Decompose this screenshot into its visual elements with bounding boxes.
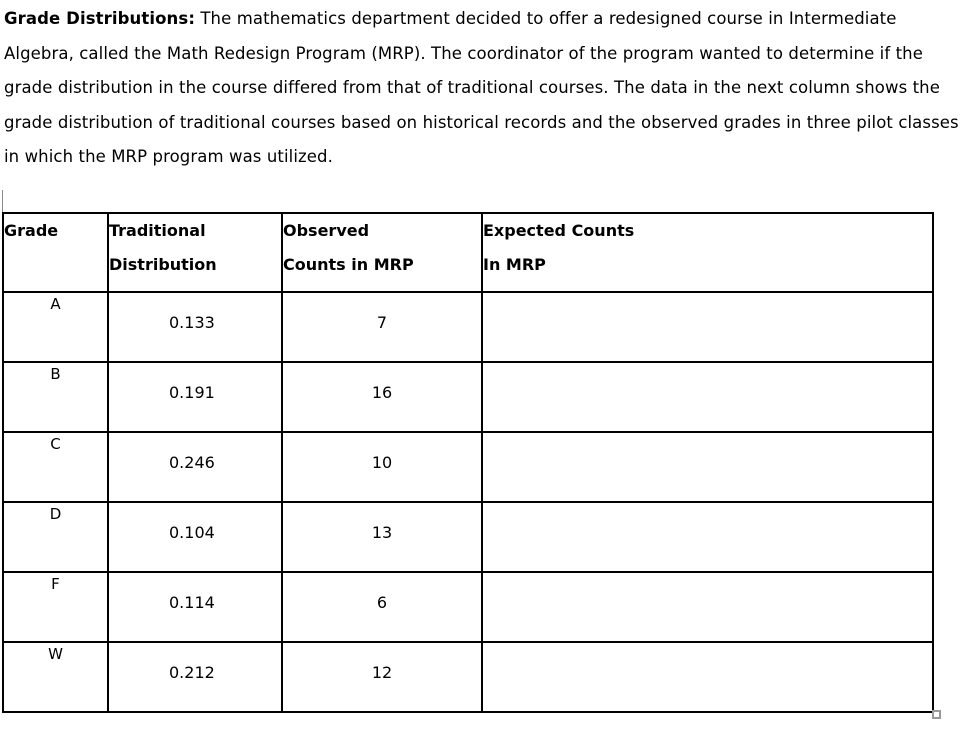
cell-grade (3, 502, 108, 572)
header-observed (282, 213, 482, 292)
traditional-value: 0.212 (169, 663, 215, 682)
intro-lead: Grade Distributions: (4, 9, 196, 28)
grade-distribution-table (2, 212, 934, 713)
table-resize-handle[interactable] (932, 710, 941, 719)
header-observed-line1: Observed (283, 221, 370, 240)
grade-letter: F (51, 575, 60, 593)
header-expected (482, 213, 933, 292)
table-row (3, 502, 933, 572)
cell-grade (3, 572, 108, 642)
intro-paragraph (4, 2, 964, 175)
grade-letter: B (50, 365, 61, 383)
header-observed-line2: Counts in MRP (283, 255, 414, 274)
observed-value: 6 (376, 593, 388, 612)
cell-expected-input[interactable] (482, 642, 933, 712)
observed-value: 10 (371, 453, 393, 472)
cell-grade (3, 642, 108, 712)
traditional-value: 0.114 (169, 593, 215, 612)
cell-traditional (108, 572, 282, 642)
observed-value: 12 (371, 663, 393, 682)
cell-traditional (108, 502, 282, 572)
header-grade-line1: Grade (4, 221, 59, 240)
table-row (3, 572, 933, 642)
text-cursor-marker (2, 190, 3, 212)
observed-value: 13 (371, 523, 393, 542)
cell-grade (3, 292, 108, 362)
grade-letter: A (50, 295, 61, 313)
cell-traditional (108, 362, 282, 432)
header-grade (3, 213, 108, 292)
cell-expected-input[interactable] (482, 502, 933, 572)
cell-observed (282, 642, 482, 712)
header-expected-line1: Expected Counts (483, 221, 635, 240)
cell-observed (282, 362, 482, 432)
header-expected-line2: In MRP (483, 255, 546, 274)
header-traditional-line2: Distribution (109, 255, 217, 274)
observed-value: 7 (376, 313, 388, 332)
cell-expected-input[interactable] (482, 362, 933, 432)
cell-observed (282, 502, 482, 572)
cell-traditional (108, 432, 282, 502)
cell-observed (282, 432, 482, 502)
traditional-value: 0.246 (169, 453, 215, 472)
table-header-row (3, 213, 933, 292)
table-row (3, 642, 933, 712)
cell-traditional (108, 292, 282, 362)
cell-grade (3, 432, 108, 502)
grade-letter: D (49, 505, 62, 523)
cell-expected-input[interactable] (482, 572, 933, 642)
table-row (3, 432, 933, 502)
cell-grade (3, 362, 108, 432)
traditional-value: 0.133 (169, 313, 215, 332)
traditional-value: 0.191 (169, 383, 215, 402)
table-row (3, 362, 933, 432)
traditional-value: 0.104 (169, 523, 215, 542)
cell-observed (282, 292, 482, 362)
header-traditional-line1: Traditional (109, 221, 206, 240)
table-row (3, 292, 933, 362)
cell-traditional (108, 642, 282, 712)
cell-expected-input[interactable] (482, 432, 933, 502)
grade-letter: C (50, 435, 61, 453)
grade-letter: W (48, 645, 63, 663)
cell-expected-input[interactable] (482, 292, 933, 362)
header-traditional (108, 213, 282, 292)
observed-value: 16 (371, 383, 393, 402)
cell-observed (282, 572, 482, 642)
intro-body: The mathematics department decided to offer a redesigned course in Intermediate Algebra, called the Math Redesign Program (MRP). The coordinator of the program wanted to determine if the grade distribution in the course differed from that of traditional courses. The data in the next column shows the grade distribution of traditional courses based on historical records and the observed grades in three pilot classes in which the MRP program was utilized. (4, 9, 959, 166)
